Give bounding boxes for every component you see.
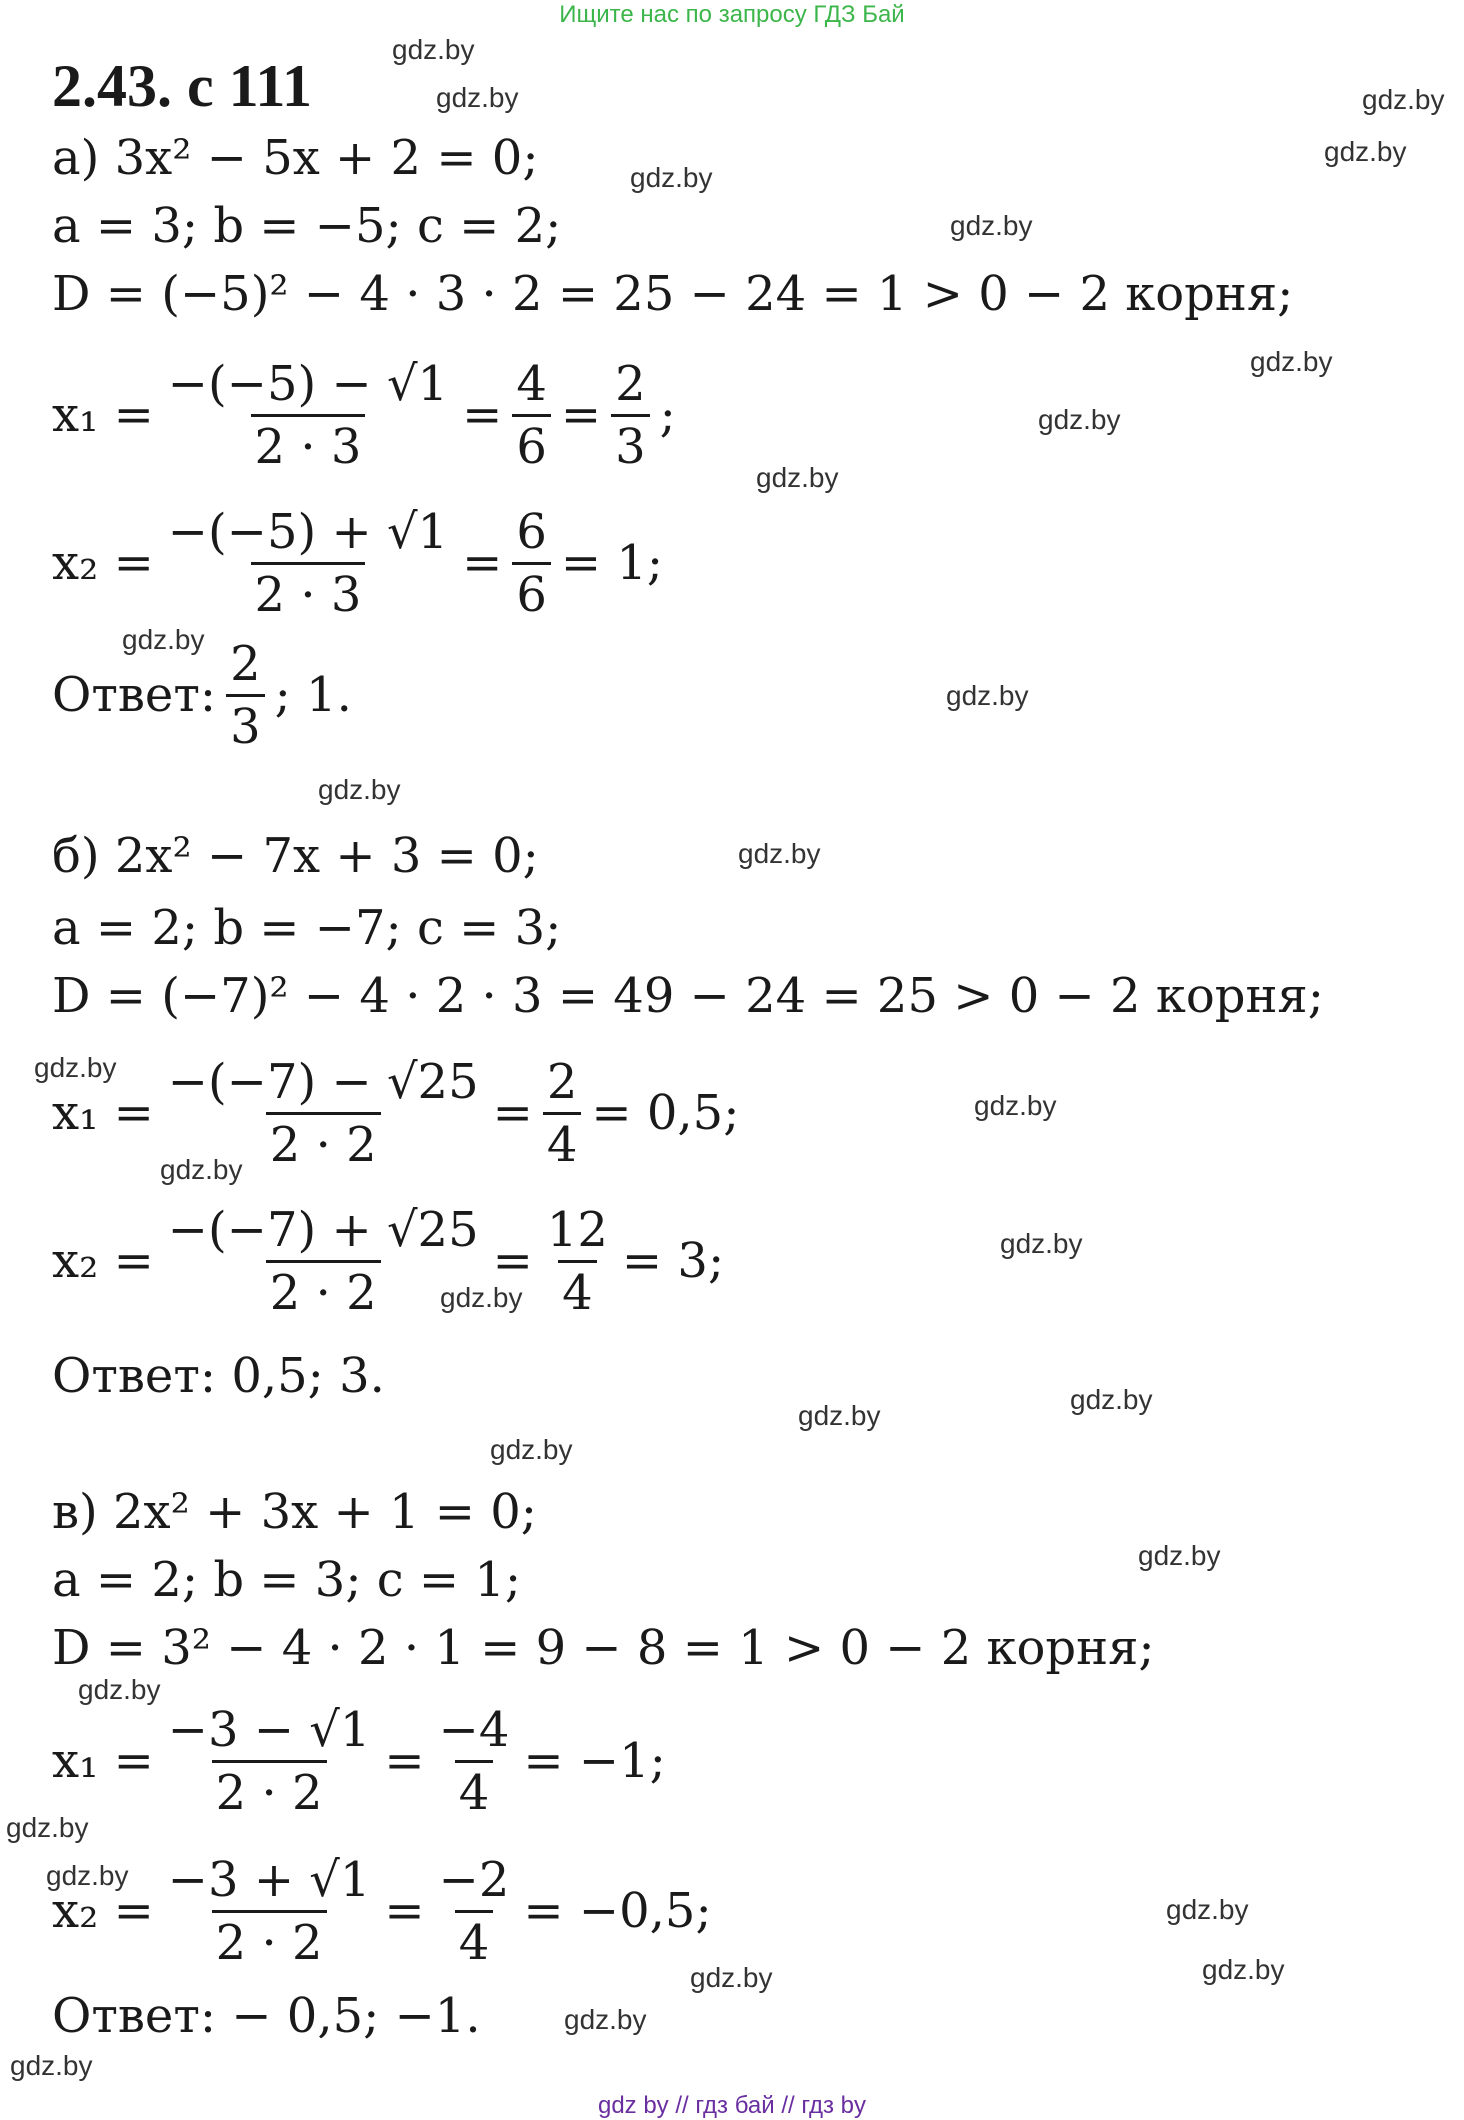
watermark: gdz.by [974, 1090, 1057, 1121]
watermark: gdz.by [1250, 346, 1333, 377]
a-x2-line [52, 488, 663, 638]
b-x1-line [52, 1038, 739, 1188]
watermark: gdz.by [1138, 1540, 1221, 1571]
b-answer: Ответ: 0,5; 3. [52, 1348, 385, 1404]
numerator: 4 [516, 355, 547, 412]
result: = −1; [523, 1733, 666, 1789]
watermark: gdz.by [1070, 1384, 1153, 1415]
denominator: 2 · 2 [212, 1910, 327, 1973]
denominator: 4 [455, 1910, 494, 1973]
denominator: 2 · 3 [251, 414, 366, 477]
numerator: 2 [230, 635, 261, 692]
footer-links[interactable]: gdz by // гдз бай // гдз by [597, 2092, 867, 2119]
x2-label: x₂ = [52, 535, 154, 591]
watermark: gdz.by [1202, 1954, 1285, 1985]
denominator: 4 [558, 1260, 597, 1323]
denominator: 3 [226, 694, 265, 757]
numerator: 6 [516, 503, 547, 560]
fraction [164, 354, 452, 477]
watermark: gdz.by [798, 1400, 881, 1431]
c-answer: Ответ: − 0,5; −1. [52, 1988, 481, 2044]
problem-title: 2.43. с 111 [52, 53, 313, 119]
numerator: −(−5) − √1 [167, 355, 449, 412]
watermark: gdz.by [160, 1154, 243, 1185]
watermark: gdz.by [318, 774, 401, 805]
watermark: gdz.by [564, 2004, 647, 2035]
numerator: −3 + √1 [167, 1851, 371, 1908]
c-discriminant: D = 3² − 4 · 2 · 1 = 9 − 8 = 1 > 0 − 2 корня; [52, 1620, 1155, 1676]
numerator: −4 [438, 1701, 510, 1758]
equals: = [462, 387, 503, 443]
c-x1-line [52, 1686, 666, 1836]
watermark: gdz.by [738, 838, 821, 869]
result: = 0,5; [591, 1085, 740, 1141]
watermark: gdz.by [1362, 84, 1445, 115]
watermark: gdz.by [436, 82, 519, 113]
watermark: gdz.by [690, 1962, 773, 1993]
fraction [164, 1200, 483, 1323]
watermark: gdz.by [950, 210, 1033, 241]
result: = 3; [621, 1233, 725, 1289]
numerator: 2 [546, 1053, 578, 1110]
watermark: gdz.by [1166, 1894, 1249, 1925]
b-coefficients: a = 2; b = −7; c = 3; [52, 900, 562, 956]
watermark: gdz.by [46, 1860, 129, 1891]
watermark: gdz.by [490, 1434, 573, 1465]
numerator: 2 [615, 355, 646, 412]
denominator: 4 [455, 1760, 494, 1823]
x2-label: x₂ = [52, 1883, 154, 1939]
equals: = [384, 1883, 425, 1939]
fraction [164, 1850, 375, 1973]
numerator: −(−5) + √1 [167, 503, 449, 560]
x1-label: x₁ = [52, 387, 154, 443]
equals: = [492, 1233, 533, 1289]
fraction [611, 354, 650, 477]
result: = 1; [560, 535, 664, 591]
fraction [164, 1700, 375, 1823]
x1-label: x₁ = [52, 1085, 154, 1141]
result: = −0,5; [523, 1883, 712, 1939]
denominator: 2 · 2 [212, 1760, 327, 1823]
equals: = [492, 1085, 533, 1141]
b-discriminant: D = (−7)² − 4 · 2 · 3 = 49 − 24 = 25 > 0 − 2 корня; [52, 968, 1324, 1024]
b-equation: б) 2x² − 7x + 3 = 0; [52, 828, 539, 884]
watermark: gdz.by [1324, 136, 1407, 167]
watermark: gdz.by [34, 1052, 117, 1083]
numerator: 12 [546, 1201, 608, 1258]
c-equation: в) 2x² + 3x + 1 = 0; [52, 1484, 537, 1540]
fraction [543, 1052, 582, 1175]
watermark: gdz.by [10, 2050, 93, 2081]
watermark: gdz.by [392, 34, 475, 65]
denominator: 2 · 2 [266, 1260, 381, 1323]
watermark: gdz.by [440, 1282, 523, 1313]
fraction [512, 502, 551, 625]
answer-rest: ; 1. [274, 667, 352, 723]
answer-label: Ответ: [52, 667, 217, 723]
watermark: gdz.by [6, 1812, 89, 1843]
watermark: gdz.by [1038, 404, 1121, 435]
a-coefficients: a = 3; b = −5; c = 2; [52, 198, 562, 254]
watermark: gdz.by [756, 462, 839, 493]
denominator: 2 · 3 [251, 562, 366, 625]
fraction [435, 1700, 514, 1823]
watermark: gdz.by [630, 162, 713, 193]
fraction [164, 502, 452, 625]
numerator: −3 − √1 [167, 1701, 371, 1758]
fraction [543, 1200, 612, 1323]
watermark: gdz.by [122, 624, 205, 655]
denominator: 6 [512, 414, 551, 477]
fraction [512, 354, 551, 477]
a-discriminant: D = (−5)² − 4 · 3 · 2 = 25 − 24 = 1 > 0 − 2 корня; [52, 266, 1294, 322]
a-x1-line [52, 340, 676, 490]
denominator: 6 [512, 562, 551, 625]
top-banner[interactable]: Ищите нас по запросу ГДЗ Бай [559, 1, 905, 28]
fraction [226, 634, 265, 757]
denominator: 2 · 2 [266, 1112, 381, 1175]
c-coefficients: a = 2; b = 3; c = 1; [52, 1552, 522, 1608]
b-x2-line [52, 1186, 724, 1336]
equals: = [462, 535, 503, 591]
x2-label: x₂ = [52, 1233, 154, 1289]
denominator: 3 [611, 414, 650, 477]
x1-label: x₁ = [52, 1733, 154, 1789]
watermark: gdz.by [78, 1674, 161, 1705]
numerator: −(−7) − √25 [167, 1053, 479, 1110]
equals: = [384, 1733, 425, 1789]
c-x2-line [52, 1836, 712, 1986]
watermark: gdz.by [1000, 1228, 1083, 1259]
denominator: 4 [543, 1112, 582, 1175]
numerator: −(−7) + √25 [167, 1201, 479, 1258]
fraction [435, 1850, 514, 1973]
semicolon: ; [659, 387, 676, 443]
numerator: −2 [438, 1851, 510, 1908]
equals: = [560, 387, 602, 443]
a-equation: а) 3x² − 5x + 2 = 0; [52, 130, 539, 186]
watermark: gdz.by [946, 680, 1029, 711]
